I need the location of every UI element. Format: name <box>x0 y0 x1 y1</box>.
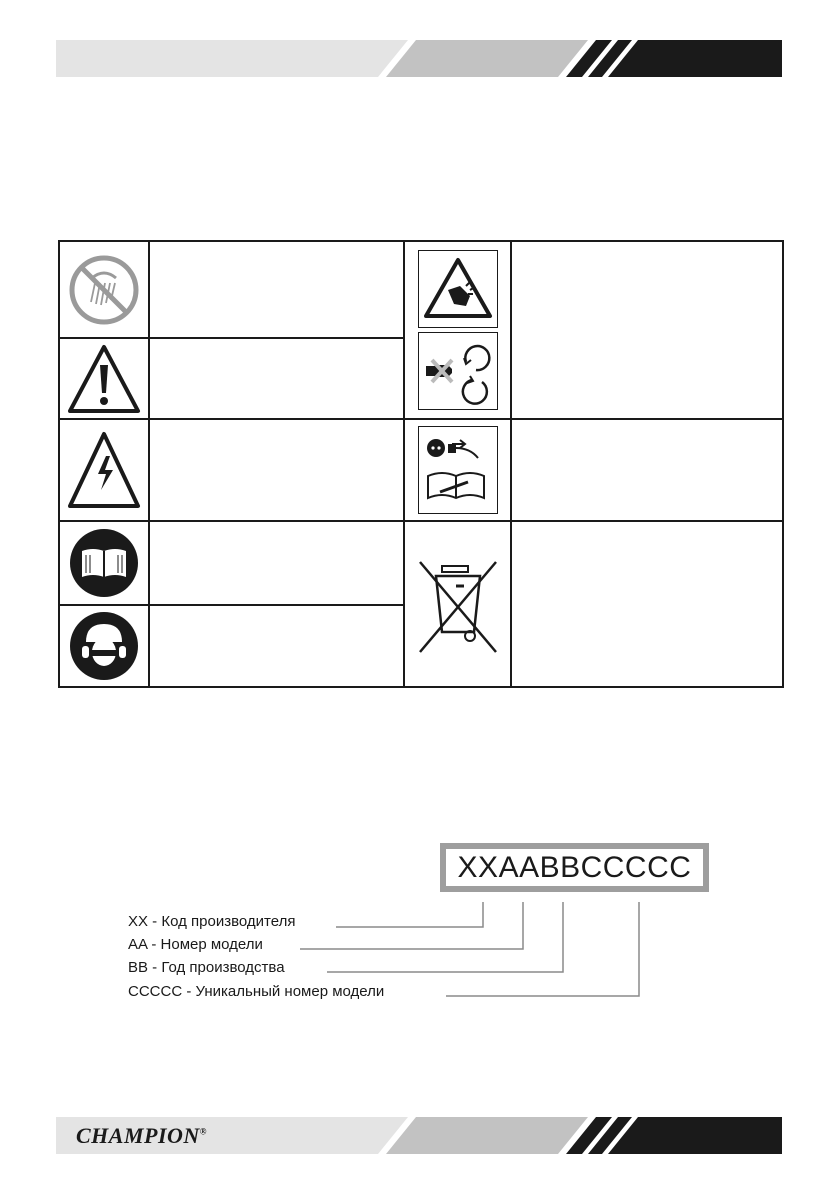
legend-item-bb: BB - Год производства <box>128 959 285 976</box>
champion-logo: CHAMPION® <box>76 1123 208 1148</box>
leader-line-xx <box>336 902 483 927</box>
leader-line-aa <box>300 902 523 949</box>
legend-item-xx: XX - Код производителя <box>128 913 296 930</box>
leader-line-bb <box>327 902 563 972</box>
legend-item-aa: AA - Номер модели <box>128 936 263 953</box>
legend-item-ccccc: CCCCC - Уникальный номер модели <box>128 983 385 1000</box>
footer-band <box>56 1117 782 1154</box>
serial-number-box: XXAABBCCCCC <box>440 843 709 892</box>
